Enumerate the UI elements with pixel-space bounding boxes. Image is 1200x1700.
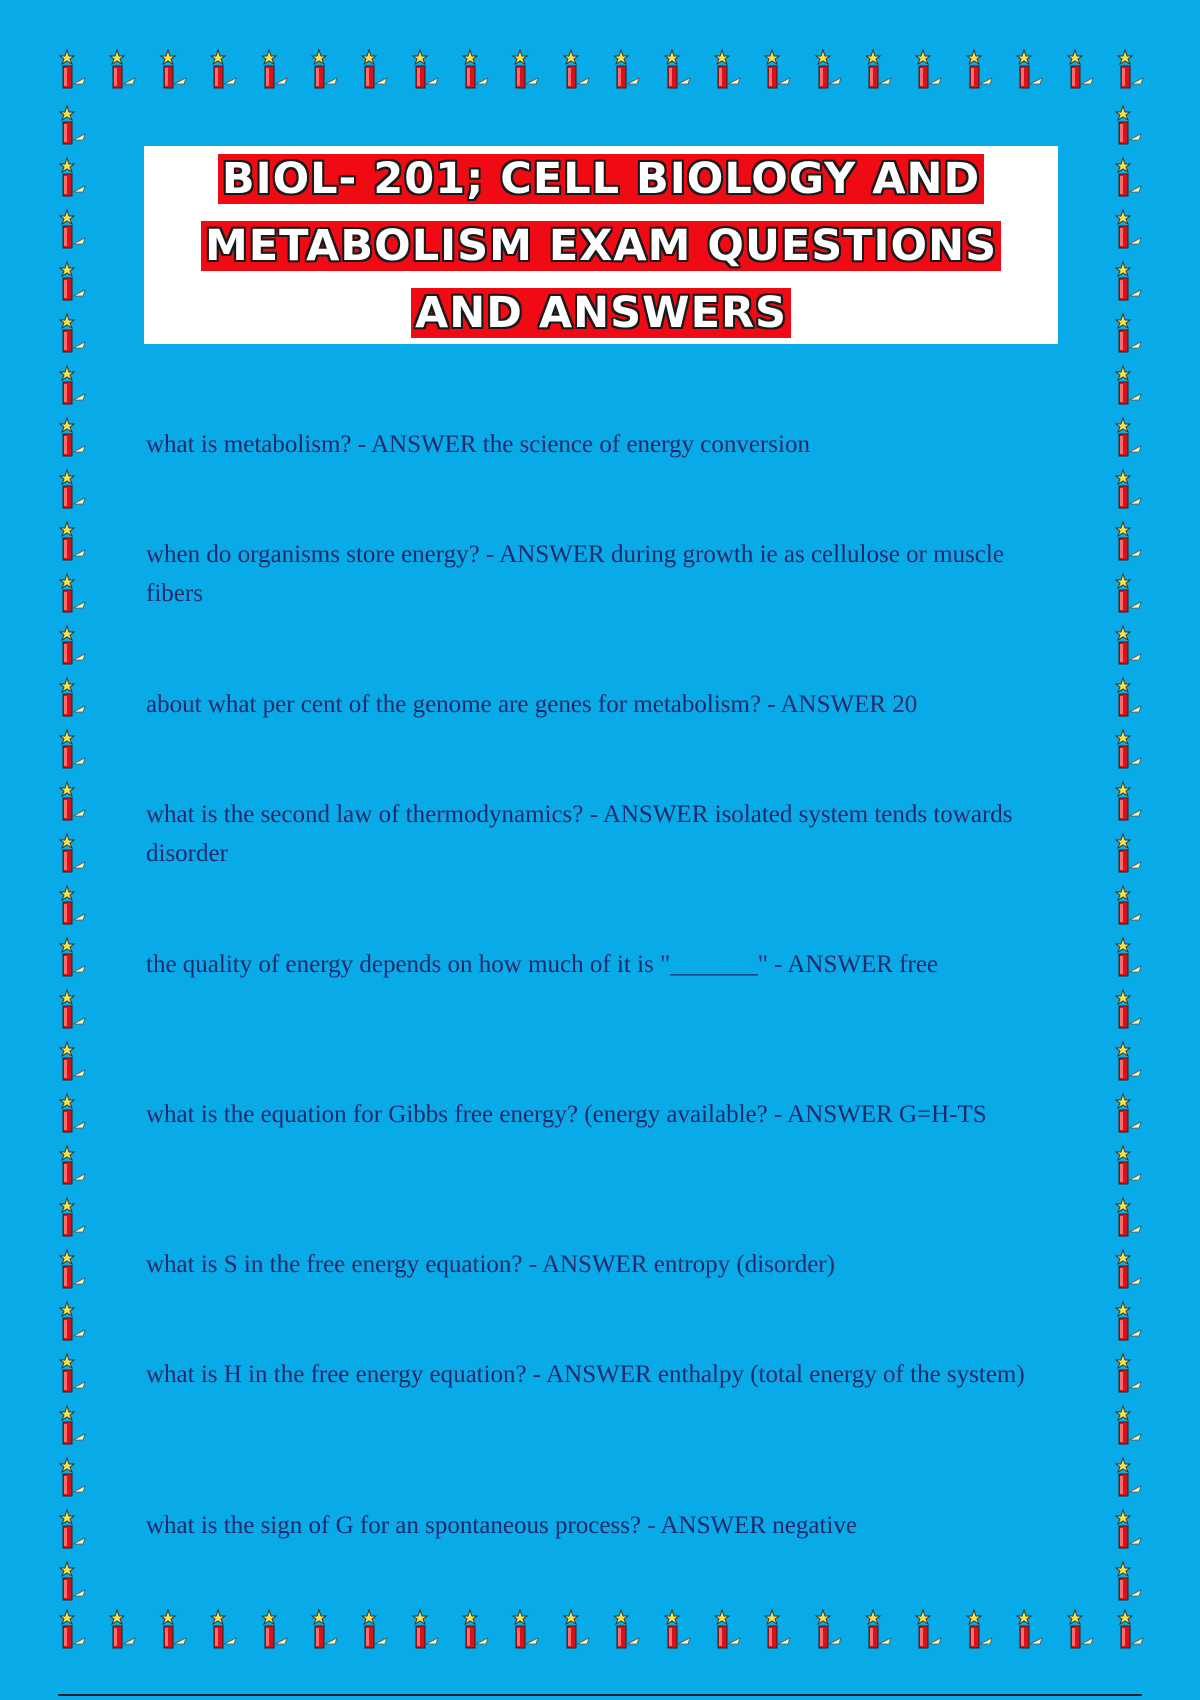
candle-icon xyxy=(58,416,90,460)
candle-icon xyxy=(1114,780,1146,824)
candle-icon xyxy=(1114,624,1146,668)
candle-icon xyxy=(461,1608,493,1652)
candle-icon xyxy=(1114,1508,1146,1552)
candle-icon xyxy=(58,1608,90,1652)
candle-icon xyxy=(1114,832,1146,876)
candle-icon xyxy=(914,1608,946,1652)
title-line-3-text: AND ANSWERS xyxy=(411,288,791,338)
qa-item-2: when do organisms store energy? - ANSWER during growth ie as cellulose or muscle fibers xyxy=(146,541,1004,607)
candle-icon xyxy=(209,1608,241,1652)
candle-icon xyxy=(108,48,140,92)
candle-icon xyxy=(1114,1300,1146,1344)
candle-icon xyxy=(814,1608,846,1652)
candle-icon xyxy=(914,48,946,92)
qa-item-7: what is S in the free energy equation? - ANSWER entropy (disorder) xyxy=(146,1251,835,1278)
title-line-2-text: METABOLISM EXAM QUESTIONS xyxy=(201,221,1001,271)
candle-icon xyxy=(159,1608,191,1652)
candle-icon xyxy=(360,48,392,92)
candle-icon xyxy=(58,1456,90,1500)
candle-icon xyxy=(58,624,90,668)
candle-icon xyxy=(58,572,90,616)
candle-icon xyxy=(58,728,90,772)
candle-icon xyxy=(1114,1456,1146,1500)
candle-icon xyxy=(58,936,90,980)
candle-icon xyxy=(1114,676,1146,720)
candle-icon xyxy=(1114,312,1146,356)
candle-icon xyxy=(713,48,745,92)
candle-icon xyxy=(58,1196,90,1240)
qa-item-9: what is the sign of G for an spontaneous process? - ANSWER negative xyxy=(146,1512,857,1539)
candle-icon xyxy=(310,48,342,92)
candle-icon xyxy=(1116,48,1148,92)
candle-icon xyxy=(58,364,90,408)
footer-rule xyxy=(58,1694,1142,1696)
candle-icon xyxy=(58,1248,90,1292)
candle-icon xyxy=(1114,1040,1146,1084)
candle-icon xyxy=(663,1608,695,1652)
candle-icon xyxy=(864,1608,896,1652)
candle-icon xyxy=(58,104,90,148)
candle-icon xyxy=(58,48,90,92)
qa-item-6: what is the equation for Gibbs free energy? (energy available? - ANSWER G=H-TS xyxy=(146,1101,987,1128)
candle-icon xyxy=(360,1608,392,1652)
candle-icon xyxy=(1114,468,1146,512)
candle-icon xyxy=(1015,48,1047,92)
candle-icon xyxy=(562,48,594,92)
candle-icon xyxy=(965,1608,997,1652)
border-right xyxy=(1114,100,1154,1608)
candle-icon xyxy=(511,1608,543,1652)
candle-icon xyxy=(663,48,695,92)
candle-icon xyxy=(562,1608,594,1652)
title-box xyxy=(144,146,1058,344)
candle-icon xyxy=(58,1300,90,1344)
candle-icon xyxy=(260,1608,292,1652)
candle-icon xyxy=(864,48,896,92)
candle-icon xyxy=(58,520,90,564)
candle-icon xyxy=(1114,156,1146,200)
candle-icon xyxy=(58,260,90,304)
candle-icon xyxy=(58,1092,90,1136)
qa-item-5: the quality of energy depends on how much of it is "_______" - ANSWER free xyxy=(146,951,939,978)
candle-icon xyxy=(1015,1608,1047,1652)
candle-icon xyxy=(58,1508,90,1552)
title-line-1-text: BIOL- 201; CELL BIOLOGY AND xyxy=(218,154,984,204)
candle-icon xyxy=(1114,104,1146,148)
candle-icon xyxy=(1066,48,1098,92)
candle-icon xyxy=(612,1608,644,1652)
candle-icon xyxy=(58,1560,90,1604)
title-line-2 xyxy=(144,213,1058,280)
candle-icon xyxy=(612,48,644,92)
border-top xyxy=(58,48,1148,100)
candle-icon xyxy=(763,1608,795,1652)
candle-icon xyxy=(1114,728,1146,772)
candle-icon xyxy=(260,48,292,92)
candle-icon xyxy=(814,48,846,92)
qa-item-4: what is the second law of thermodynamics? - ANSWER isolated system tends towards disorder xyxy=(146,801,1013,867)
candle-icon xyxy=(58,208,90,252)
candle-icon xyxy=(58,780,90,824)
candle-icon xyxy=(1114,1144,1146,1188)
candle-icon xyxy=(713,1608,745,1652)
candle-icon xyxy=(1116,1608,1148,1652)
candle-icon xyxy=(1114,988,1146,1032)
candle-icon xyxy=(1114,1352,1146,1396)
qa-item-3: about what per cent of the genome are genes for metabolism? - ANSWER 20 xyxy=(146,691,918,718)
candle-icon xyxy=(1114,260,1146,304)
candle-icon xyxy=(58,1352,90,1396)
candle-icon xyxy=(209,48,241,92)
candle-icon xyxy=(1066,1608,1098,1652)
candle-icon xyxy=(1114,936,1146,980)
candle-icon xyxy=(1114,1196,1146,1240)
candle-icon xyxy=(159,48,191,92)
candle-icon xyxy=(1114,416,1146,460)
candle-icon xyxy=(58,1040,90,1084)
qa-item-8: what is H in the free energy equation? - ANSWER enthalpy (total energy of the system) xyxy=(146,1361,1025,1388)
candle-icon xyxy=(411,1608,443,1652)
candle-icon xyxy=(1114,1092,1146,1136)
candle-icon xyxy=(1114,1248,1146,1292)
candle-icon xyxy=(763,48,795,92)
candle-icon xyxy=(411,48,443,92)
candle-icon xyxy=(1114,1404,1146,1448)
candle-icon xyxy=(511,48,543,92)
candle-icon xyxy=(58,988,90,1032)
candle-icon xyxy=(58,156,90,200)
candle-icon xyxy=(108,1608,140,1652)
candle-icon xyxy=(58,1144,90,1188)
candle-icon xyxy=(58,832,90,876)
candle-icon xyxy=(1114,572,1146,616)
candle-icon xyxy=(58,676,90,720)
border-left xyxy=(58,100,98,1608)
candle-icon xyxy=(1114,884,1146,928)
border-bottom xyxy=(58,1608,1148,1660)
candle-icon xyxy=(461,48,493,92)
candle-icon xyxy=(58,1404,90,1448)
candle-icon xyxy=(1114,208,1146,252)
title-line-1 xyxy=(144,146,1058,213)
qa-item-1: what is metabolism? - ANSWER the science of energy conversion xyxy=(146,431,810,458)
candle-icon xyxy=(1114,520,1146,564)
candle-icon xyxy=(310,1608,342,1652)
candle-icon xyxy=(1114,364,1146,408)
candle-icon xyxy=(1114,1560,1146,1604)
title-line-3 xyxy=(144,280,1058,347)
candle-icon xyxy=(965,48,997,92)
candle-icon xyxy=(58,468,90,512)
candle-icon xyxy=(58,312,90,356)
candle-icon xyxy=(58,884,90,928)
